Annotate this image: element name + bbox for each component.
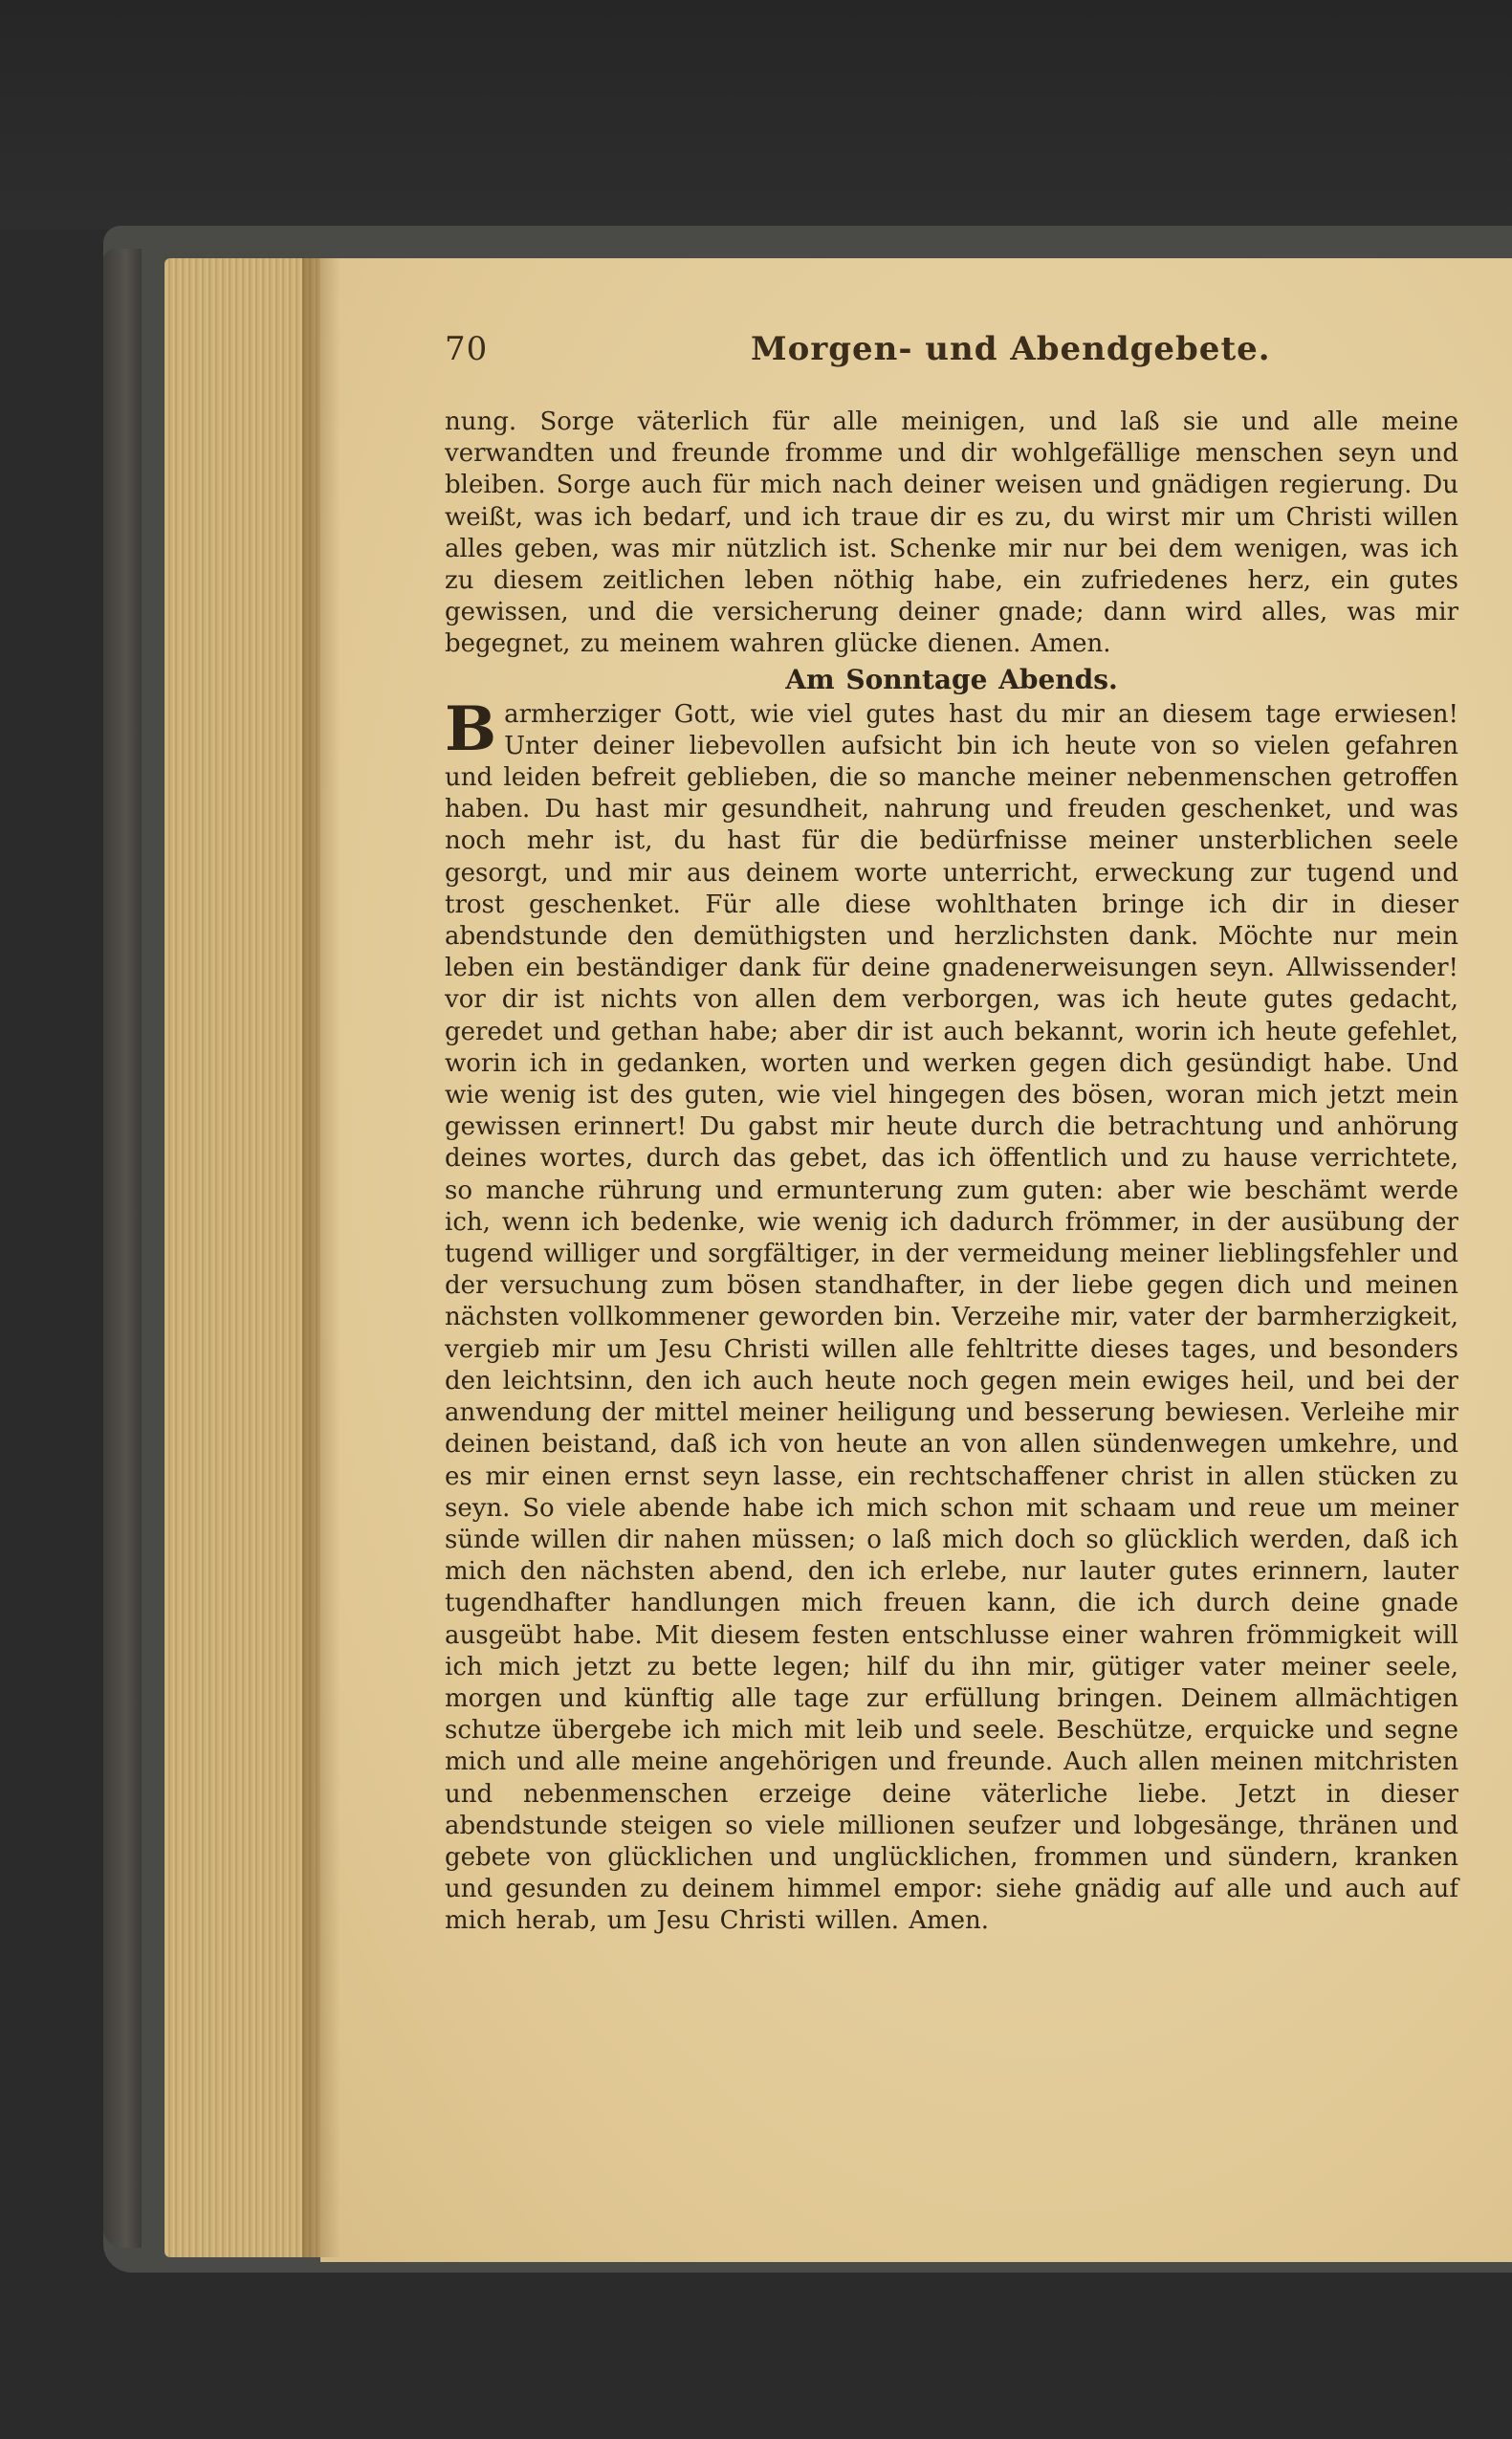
- prayer-text: armherziger Gott, wie viel gutes hast du mir an diesem tage erwiesen! Unter deiner liebevollen aufsicht bin ich heute von so vielen gefahren und leiden befreit geblieben, die so manche meiner nebenmenschen getroffen haben. Du hast mir gesundheit, nahrung und freuden geschenket, und was noch mehr ist, du hast für die bedürfnisse meiner unsterblichen seele gesorgt, und mir aus deinem worte unterricht, erweckung zur tugend und trost geschenket. Für alle diese wohlthaten bringe ich dir in dieser abendstunde den demüthigsten und herzlichsten dank. Möchte nur mein leben ein beständiger dank für deine gnadenerweisungen seyn. Allwissender! vor dir ist nichts von allen dem verborgen, was ich heute gutes gedacht, geredet und gethan habe; aber dir ist auch bekannt, worin ich heute gefehlet, worin ich in gedanken, worten und werken gegen dich gesündigt habe. Und wie wenig ist des guten, wie viel hingegen des bösen, woran mich jetzt mein gewissen erinnert! Du gabst mir heute durch die betrachtung und anhörung deines wortes, durch das gebet, das ich öffentlich und zu hause verrichtete, so manche rührung und ermunterung zum guten: aber wie beschämt werde ich, wenn ich bedenke, wie wenig ich dadurch frömmer, in der ausübung der tugend williger und sorgfältiger, in der vermeidung meiner lieblingsfehler und der versuchung zum bösen standhafter, in der liebe gegen dich und meinen nächsten vollkommener geworden bin. Verzeihe mir, vater der barmherzigkeit, vergieb mir um Jesu Christi willen alle fehltritte dieses tages, und besonders den leichtsinn, den ich auch heute noch gegen mein ewiges heil, und bei der anwendung der mittel meiner heiligung und besserung bewiesen. Verleihe mir deinen beistand, daß ich von heute an von allen sündenwegen umkehre, und es mir einen ernst seyn lasse, ein rechtschaffener christ in allen stücken zu seyn. So viele abende habe ich mich schon mit schaam und reue um meiner sünde willen dir nahen müssen; o laß mich doch so glücklich werden, daß ich mich den nächsten abend, den ich erlebe, nur lauter gutes erinnern, lauter tugendhafter handlungen mich freuen kann, die ich durch deine gnade ausgeübt habe. Mit diesem festen entschlusse einer wahren frömmigkeit will ich mich jetzt zu bette legen; hilf du ihn mir, gütiger vater meiner seele, morgen und künftig alle tage zur erfüllung bringen. Deinem allmächtigen schutze übergebe ich mich mit leib und seele. Beschütze, erquicke und segne mich und alle meine angehörigen und freunde. Auch allen meinen mitchristen und nebenmenschen erzeige deine väterliche liebe. Jetzt in dieser abendstunde steigen so viele millionen seufzer und lobgesänge, thränen und gebete von glücklichen und unglücklichen, frommen und sündern, kranken und gesunden zu deinem himmel empor: siehe gnädig auf alle und auch auf mich herab, um Jesu Christi willen. Amen.: [445, 699, 1458, 1936]
- running-title: Morgen- und Abendgebete.: [751, 330, 1271, 368]
- section-heading: Am Sonntage Abends.: [785, 663, 1118, 695]
- page-number: 70: [445, 330, 489, 368]
- gutter-shadow: [302, 258, 340, 2257]
- paragraph-continuation: nung. Sorge väterlich für alle meinigen, und laß sie und alle meine verwandten und freunde fromme und dir wohlgefällige menschen seyn und bleiben. Sorge auch für mich nach deiner weisen und gnädigen regierung. Du weißt, was ich bedarf, und ich traue dir es zu, du wirst mir um Christi willen alles geben, was mir nützlich ist. Schenke mir nur bei dem wenigen, was ich zu diesem zeitlichen leben nöthig habe, ein zufriedenes herz, ein gutes gewissen, und die versicherung deiner gnade; dann wird alles, was mir begegnet, zu meinem wahren glücke dienen. Amen.: [445, 407, 1458, 659]
- book-spine: [103, 249, 142, 2248]
- drop-cap: B: [445, 692, 497, 765]
- prayer-paragraph: [445, 692, 1458, 1938]
- page-body: [445, 406, 1458, 1938]
- background: [0, 0, 1512, 230]
- page-header: [445, 330, 1497, 387]
